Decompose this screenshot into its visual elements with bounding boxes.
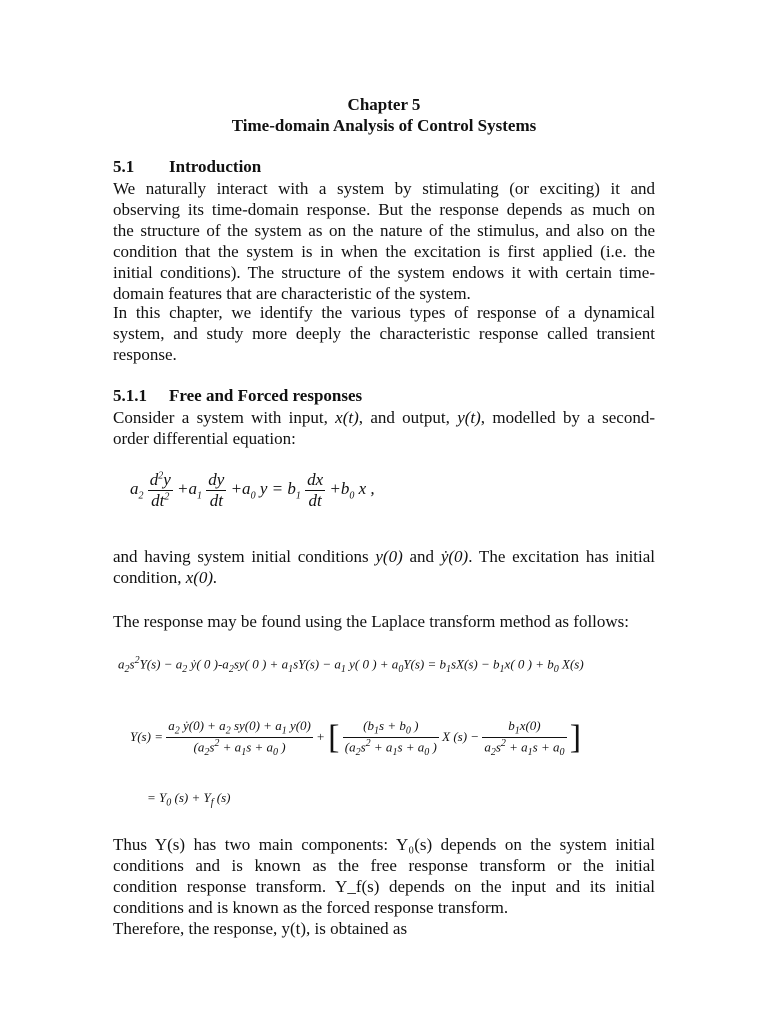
ys-sum-equation: = $Y_0$ $(s) + Y_f$ (s) [147, 790, 231, 809]
text-line: In this chapter, we identify the various types of response of a dynamical [113, 303, 655, 322]
text-line: Consider a system with input, x(t), and output, y(t), modelled by a second- [113, 408, 655, 427]
intro-paragraph-2 [113, 302, 655, 365]
text-line: observing its time-domain response. But the response depends as much on [113, 200, 655, 219]
consider-paragraph [113, 407, 655, 449]
text-line: initial conditions). The structure of the system endows it with certain time- [113, 263, 655, 282]
text-line: conditions and is known as the forced response transform. [113, 898, 509, 917]
thus-paragraph [113, 834, 655, 939]
text-line: condition, x(0). [113, 568, 218, 587]
text-line: order differential equation: [113, 429, 296, 448]
initial-conditions-paragraph [113, 546, 655, 588]
differential-equation: $a_2$ $\frac{d^2y}{dt^2}$ $+a_1$ $\frac{dy}{dt}$ $+a_0$ $y = b_1$ $\frac{dx}{dt}$ $+b_0$ x , [130, 470, 375, 510]
text-line: response. [113, 345, 177, 364]
section-title: Free and Forced responses [169, 386, 363, 405]
chapter-title: Time-domain Analysis of Control Systems [231, 116, 537, 135]
ys-equation: Y(s) = $\frac{a_2 ẏ(0) + a_2 sy(0) + a_1 y(0)}{(a_2s^2 + a_1s + a_0 )}$ + [ $\frac{(b_1s + b_0 )}{(a_2s^2 + a_1s + a_0 )}$ X (s) − $\frac{b_1x(0)}{a_2s^2 + a_1s + a_0}$ ] [130, 718, 582, 758]
text-line: condition response transform. Y_f(s) depends on the input and its initial [113, 877, 655, 896]
text-line: The response may be found using the Laplace transform method as follows: [113, 612, 630, 631]
text-line: Therefore, the response, y(t), is obtained as [113, 919, 408, 938]
text-line: and having system initial conditions y(0) and ẏ(0). The excitation has initial [113, 547, 656, 566]
section-number: 5.1 [113, 157, 135, 176]
text-line: system, and study more deeply the characteristic response called transient [113, 324, 655, 343]
laplace-intro [113, 611, 655, 632]
text-line: condition that the system is in when the excitation is first applied (i.e. the [113, 242, 655, 261]
section-heading-5-1 [113, 157, 261, 177]
text-line: We naturally interact with a system by stimulating (or exciting) it and [113, 179, 655, 198]
chapter-number: Chapter 5 [347, 95, 421, 114]
text-line: Thus Y(s) has two main components: Y₀(s) depends on the system initial [113, 835, 655, 854]
intro-paragraph-1 [113, 178, 655, 304]
text-line: domain features that are characteristic of the system. [113, 284, 471, 303]
text-line: conditions and is known as the free response transform or the initial [113, 856, 655, 875]
section-heading-5-1-1 [113, 386, 362, 406]
section-title: Introduction [169, 157, 262, 176]
section-number: 5.1.1 [113, 386, 147, 405]
laplace-equation: $a_2s^2Y(s) - a_2$ ẏ( 0 )$-a_2sy$( 0 ) + $a_1sY(s) - a_1$ y( 0 ) + $a_0Y(s) = b_1sX(s) - b_1x$( 0 ) + $b_0$ X(s) [118, 655, 584, 675]
text-line: the structure of the system as on the nature of the stimulus, and also on the [113, 221, 655, 240]
